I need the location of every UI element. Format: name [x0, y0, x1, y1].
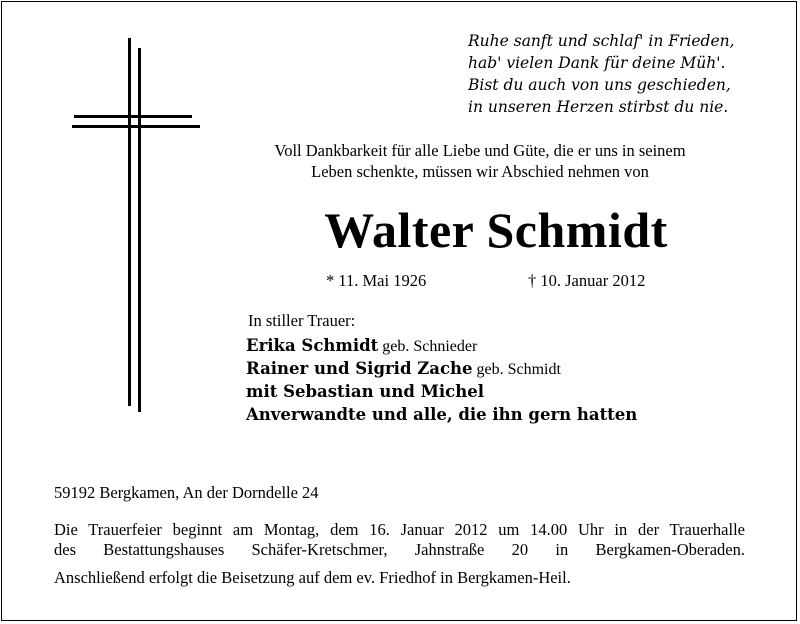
funeral-line: des Bestattungshauses Schäfer-Kretschmer, Jahnstraße 20 in Bergkamen-Oberaden. — [54, 540, 745, 559]
poem-line: Bist du auch von uns geschieden, — [468, 76, 731, 94]
deceased-name: Walter Schmidt — [324, 202, 668, 258]
cross-horizontal-bar — [74, 115, 192, 118]
cross-vertical-bar — [138, 48, 141, 412]
death-date: † 10. Januar 2012 — [528, 271, 646, 290]
mourner-list — [246, 334, 637, 426]
mourning-label: In stiller Trauer: — [248, 311, 356, 330]
intro-line: Voll Dankbarkeit für alle Liebe und Güte, die er uns in seinem — [274, 141, 686, 160]
mourner-name: Rainer und Sigrid Zache — [246, 359, 473, 378]
intro-line: Leben schenkte, müssen wir Abschied nehmen von — [311, 162, 649, 181]
birth-date: * 11. Mai 1926 — [326, 271, 427, 290]
mourner-entry — [246, 334, 637, 357]
poem-line: in unseren Herzen stirbst du nie. — [468, 98, 729, 116]
mourner-name: Erika Schmidt — [246, 336, 379, 355]
burial-info: Anschließend erfolgt die Beisetzung auf dem ev. Friedhof in Bergkamen-Heil. — [54, 568, 571, 587]
funeral-line: Die Trauerfeier beginnt am Montag, dem 16. Januar 2012 um 14.00 Uhr in der Trauerhalle — [54, 520, 745, 539]
mourner-entry — [246, 357, 637, 380]
family-address: 59192 Bergkamen, An der Dorndelle 24 — [54, 483, 319, 502]
funeral-info — [54, 520, 745, 560]
mourner-note: geb. Schnieder — [378, 338, 478, 355]
intro-text — [200, 140, 760, 182]
poem-line: Ruhe sanft und schlaf' in Frieden, — [468, 32, 735, 50]
mourner-entry — [246, 380, 637, 403]
poem-line: hab' vielen Dank für deine Müh'. — [468, 54, 726, 72]
mourner-name: Anverwandte und alle, die ihn gern hatten — [246, 405, 638, 424]
cross-horizontal-bar — [72, 125, 200, 128]
mourner-name: mit Sebastian und Michel — [246, 382, 484, 401]
mourner-entry — [246, 403, 637, 426]
cross-vertical-bar — [128, 38, 131, 406]
mourner-note: geb. Schmidt — [472, 361, 561, 378]
memorial-poem — [468, 30, 768, 118]
